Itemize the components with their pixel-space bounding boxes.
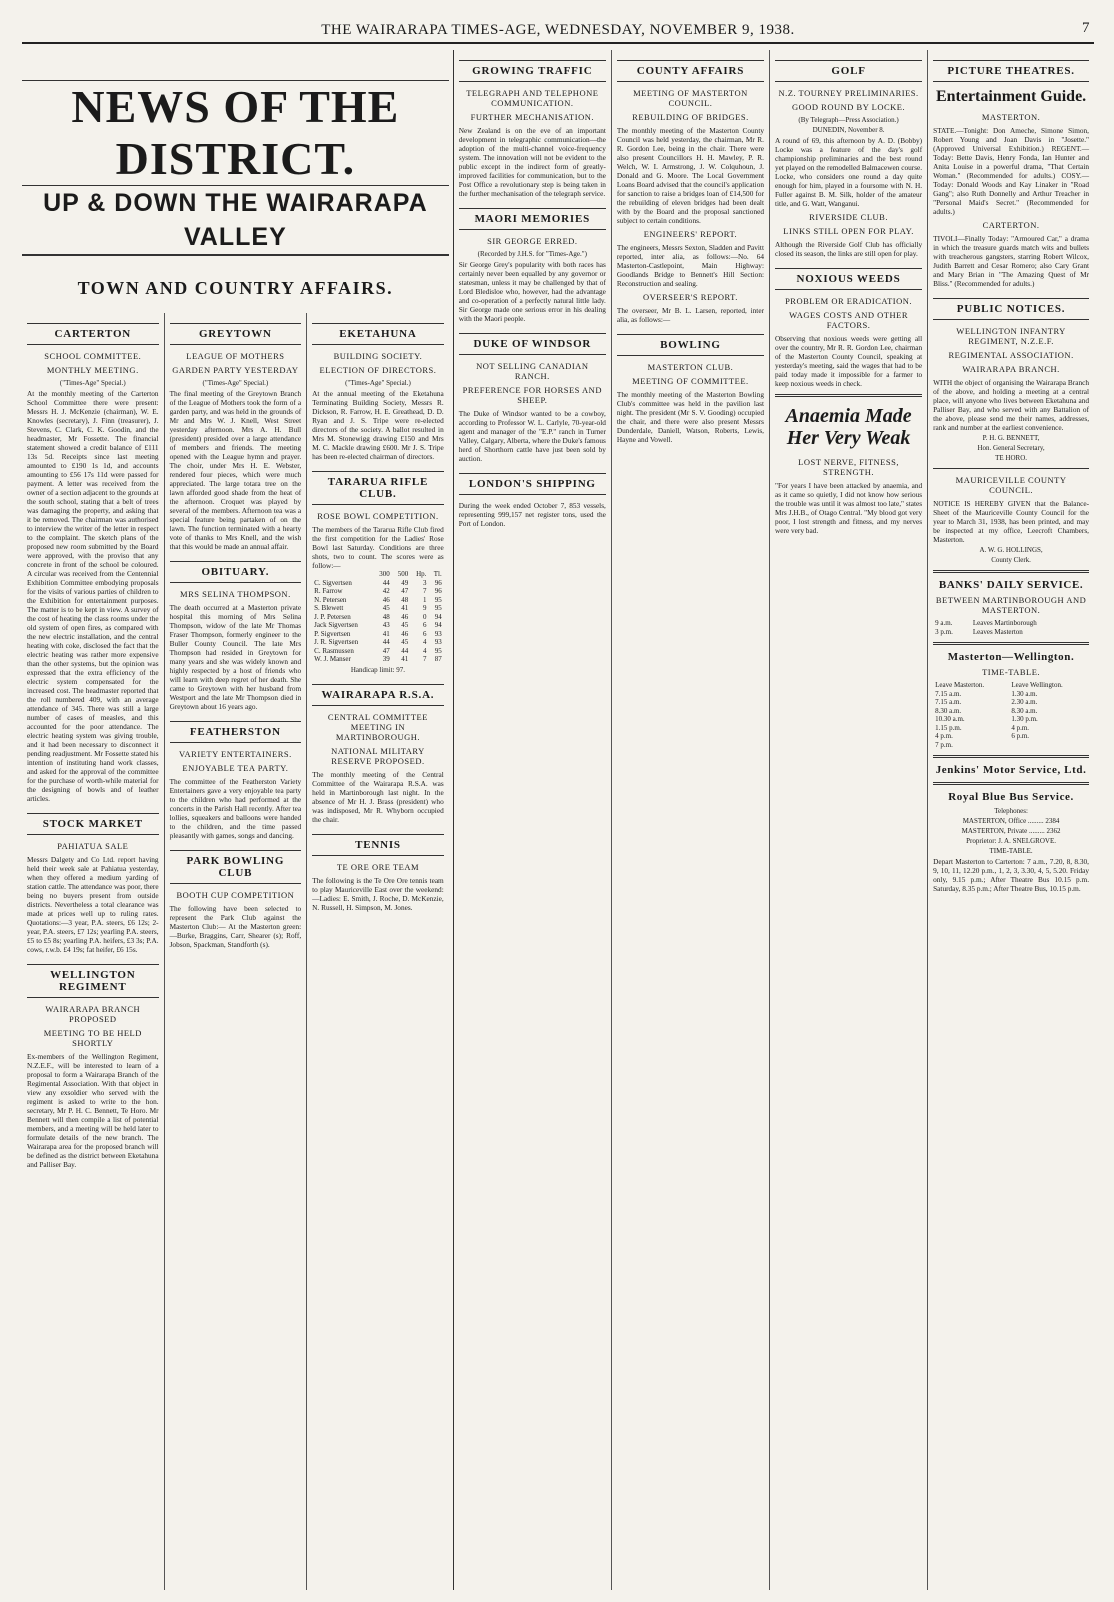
article-body: At the monthly meeting of the Carterton School Committee there were present: Messrs H. J. McKenzie (chairman), W. E. Knowles (secretary), J. Finn (treasurer), J. Stevens, C. Clark, C. K. Goodin, and the headmaster, Mr Fossette. The financial statement showed a credit balance of £111 13s 5d. Receipts since last meeting amounted to £190 1s 1d, and accounts amounting to £56 17s 11d were passed for payment. A letter was received from the owner of a section adjacent to the grounds at the south school, stating that a belt of trees was damaging the property, and asking that it be removed. The chairman was authorised to interview the writer of the letter in respect to the complaint. The sketch plans of the proposed new room submitted by the Board were approved, with the proviso that any concrete in front of the school be coloured. A circular was received from the Centennial Exhibition Committee embodying proposals for the visits of various parties of children to the Exhibition for entertainment purposes. The matter is to be kept in view. A survey of the cost of heating the class rooms under the old system of open fires, as compared with the new electric installation, and the central heating with coke, disclosed the fact that the electric heating was rather more expensive than the other systems, but the opinion was expressed that the extra efficiency of the electric system compensated for the increased cost. The headmaster reported that the roll numbered 409, with an average attendance of 345. There was still a large number of cases of measles, and this accounted for the poor attendance. The electric heating system was giving trouble, and it had been necessary to disconnect it pending readjustment. Mr Fossette stated his intention of instituting hand work classes, and asked for the approval of the committee for the purchase of worth-while material for the designing of bowls and of leather articles. [27,389,159,803]
table-cell [1009,741,1089,750]
article-body: New Zealand is on the eve of an important development in telegraphic communication—the adoption of the multi-channel voice-frequency system. The innovation will not be evident to the public except in the indirect form of greatly-improved facilities for communication, but to the Post Office a revolutionary step is being taken in the further mechanisation of the telegraph service. [458,126,606,198]
rifle-score-table [312,570,444,664]
subheading: WAIRARAPA BRANCH. [962,364,1060,374]
score-cell: 39 [382,655,390,663]
page-number: 7 [1082,20,1090,36]
signature: P. H. G. BENNETT, [982,434,1040,442]
article-body: Although the Riverside Golf Club has officially closed its season, the links are still open for play. [775,240,923,258]
table-cell: 7.15 a.m. [935,698,962,706]
special-note: ("Times-Age" Special.) [345,379,411,387]
subheading: CARTERTON. [982,220,1040,230]
score-cell: 41 [382,629,390,638]
score-cell: 47 [382,646,390,655]
score-cell: 94 [434,612,442,621]
score-cell: C. Sigvertsen [314,578,352,587]
district-news-block [22,50,454,1590]
masthead-title: THE WAIRARAPA TIMES-AGE, WEDNESDAY, NOVEMBER 9, 1938. [321,21,795,38]
entertainment-guide-title: Entertainment Guide. [935,88,1087,105]
article-body: The overseer, Mr B. L. Larsen, reported, inter alia, as follows:— [616,306,764,324]
article-body: The committee of the Featherston Variety Entertainers gave a very enjoyable tea party to the children who had performed at the concerts in the Parish Hall recently. After tea lollies, squeakers and balloons were handed to the children, and the time passed pleasantly with games, songs and dancing. [169,777,302,840]
article-body: The following have been selected to represent the Park Club against the Masterton Club:— At the Masterton green:—Burke, Braggins, Carr, Shearer (s); Roff, Jobson, Spackman, Standforth (s). [169,904,302,949]
table-cell: 8.30 a.m. [1011,706,1038,715]
column-growing-traffic [454,50,612,1590]
table-row [933,628,1089,637]
score-cell: 6 [422,629,427,638]
table-row [933,724,1089,733]
subheading: MASTERTON. [981,112,1041,122]
table-cell: 7 p.m. [935,740,953,749]
subheading: Telephones: [994,807,1028,815]
score-cell: 44 [382,638,390,646]
table-row [933,741,1089,750]
dateline: DUNEDIN, November 8. [812,126,885,134]
subheading: SCHOOL COMMITTEE. [44,351,142,361]
table-cell: 4 p.m. [935,732,953,740]
table-cell: 6 p.m. [1011,732,1030,740]
section-heading: LONDON'S SHIPPING [459,473,606,495]
column-county-affairs [612,50,770,1590]
section-heading: TARARUA RIFLE CLUB. [312,471,444,505]
signature: Hon. General Secretary, [977,444,1045,452]
subheading: TIME-TABLE. [989,847,1033,855]
banks-timetable [933,619,1089,636]
subheading: BOOTH CUP COMPETITION [176,890,295,900]
article-body: The final meeting of the Greytown Branch of the League of Mothers took the form of a garden party, and was held in the grounds of Mr and Mrs W. J. Knell, West Street yesterday afternoon. Mrs A. H. Bull (president) presided over a large attendance of members and friends. The meeting opened with the League hymn and prayer. The choir, under Mrs H. E. Webster, rendered four pieces, which were much appreciated. The large totara tree on the lawn afforded good shade from the heat of the afternoon. Croquet was played by several of the members. Afternoon tea was a special feature being partaken of on the lawn. The function terminated with a hearty vote of thanks to Mrs Knell, and the wish that this would be made an annual affair. [169,389,302,551]
score-cell: 46 [401,629,409,638]
score-cell: 3 [422,578,427,587]
score-cell: 96 [434,587,442,595]
article-body: Observing that noxious weeds were getting all over the country, Mr R. R. Gordon Lee, chairman of the Masterton County Council, speaking at yesterday's meeting, said the wages that had to be paid today made it impossible for a farmer to keep noxious weeds in check. [775,334,923,388]
column-carterton [22,313,165,1590]
score-cell: J. R. Sigvertsen [314,638,359,646]
article-body: Sir George Grey's popularity with both races has certainly never been equalled by any governor or statesman, unless it may be challenged by that of Lord Bledisloe who, however, had the advantage and co-operation of a perfectly natural little lady. Sir George made one serious error in his dealing with the Maori people. [458,260,606,323]
score-cell: 94 [434,621,442,629]
section-heading: EKETAHUNA [312,323,444,345]
section-heading: PARK BOWLING CLUB [170,850,302,884]
section-heading: GOLF [775,60,922,82]
section-heading: Masterton—Wellington. [947,651,1075,663]
article-body: The following is the Te Ore Ore tennis team to play Mauriceville East over the weekend:—Ladies: E. Smith, J. Roche, D. McKenzie, N. Russell, H. Simpson, M. Jones. [312,875,444,912]
proprietor-line: Proprietor: J. A. SNELGROVE. [966,837,1056,845]
score-row [312,630,444,639]
score-row [312,638,444,647]
special-note: (By Telegraph—Press Association.) [798,116,899,124]
score-cell: 93 [434,629,442,638]
score-cell: J. P. Petersen [314,612,351,621]
table-header-cell: Leave Masterton. [935,681,985,689]
article-body: The monthly meeting of the Masterton County Council was held yesterday, the chairman, Mr R. R. Gordon Lee, being in the chair. There were also present Councillors H. H. Mawley, P. R. Welch, W. I. Armstrong, J. W. Colquhoun, J. Donald and G. Moore. The Local Government Loans Board advised that the council's application for sanction to raise a bridges loan of £14,500 for the rebuilding of eleven bridges had been dealt with by the Board and the proposal sanctioned subject to certain conditions. [616,126,764,225]
advert-headline-line: Her Very Weak [786,427,911,449]
signature: A. W. G. HOLLINGS, [979,546,1043,554]
column-greytown [165,313,308,1590]
subheading: FURTHER MECHANISATION. [470,112,594,122]
subheading: BETWEEN MARTINBOROUGH AND MASTERTON. [935,595,1087,615]
divider [933,642,1089,645]
divider [933,755,1089,758]
article-body: The members of the Tararua Rifle Club fired the first competition for the Ladies' Rose Bowl last Saturday. Conditions are three shots, two to count. The scores were as follow:— [312,525,444,570]
score-header-cell: Hp. [416,570,427,578]
subheading: TE ORE ORE TEAM [336,861,420,872]
table-cell: 7.15 a.m. [935,689,962,698]
feature-banner-subtitle: UP & DOWN THE WAIRARAPA VALLEY [22,186,449,256]
subheading: ENGINEERS' REPORT. [643,229,738,239]
subheading: N.Z. TOURNEY PRELIMINARIES. [778,88,919,98]
section-heading: COUNTY AFFAIRS [617,60,764,82]
special-note: ("Times-Age" Special.) [59,379,126,387]
table-cell: 3 p.m. [935,627,953,636]
table-cell: 4 p.m. [1011,723,1030,732]
section-heading: WAIRARAPA R.S.A. [312,684,444,706]
article-body: Messrs Dalgety and Co Ltd. report having held their week sale at Pahiatua yesterday, when they offered a medium yarding of station cattle. The attendance was poor, there being no buyers present from outside districts. Nevertheless a total clearance was made at prices well up to ruling rates. Quotations:—3 year, P.A. steers, £6 12s; 2-year, P.A. steers, £7 12s; yearling P.A. steers, £5 to £5 8s; yearling P.A. heifers, £3 3s; P.A. cows, r.w.b. £4 19s; fat heifer, £6 15s. [27,855,159,954]
score-header-cell: 300 [379,570,390,578]
subheading: MEETING OF MASTERTON COUNCIL. [633,88,748,108]
score-row [312,579,444,588]
subheading: ELECTION OF DIRECTORS. [319,365,437,375]
score-cell: 95 [434,646,442,655]
score-cell: S. Blewett [314,604,344,612]
score-header-row [312,570,444,579]
score-cell: N. Petersen [314,595,347,604]
article-body: During the week ended October 7, 853 vessels, representing 999,157 net register tons, used the Port of London. [458,501,606,528]
article-body: Depart Masterton to Carterton: 7 a.m., 7.20, 8, 8.30, 9, 10, 11, 12.20 p.m., 1, 2, 3, 3.30, 4, 5, 5.20. Friday only, 9.15 p.m.; After Theatre Bus 10.15 p.m. Saturday, 8.35 p.m.; After Theatre Bus, 10.15 p.m. [933,857,1090,893]
subheading: PREFERENCE FOR HORSES AND SHEEP. [462,385,602,405]
special-note: ("Times-Age" Special.) [202,379,269,387]
subheading: MRS SELINA THOMPSON. [180,589,291,599]
score-header-cell: Tl. [433,570,442,578]
score-row [312,596,444,605]
table-row [933,690,1089,699]
table-row [933,619,1089,628]
score-cell: 41 [401,655,409,663]
score-cell: 6 [422,621,427,629]
section-heading: BANKS' DAILY SERVICE. [938,579,1084,591]
score-cell: 9 [422,604,427,612]
table-cell: 8.30 a.m. [935,706,962,715]
score-cell: 7 [422,587,427,595]
section-heading: OBITUARY. [170,561,302,583]
table-cell: Leaves Martinborough [972,619,1037,627]
score-cell: 45 [401,638,409,646]
article-body: The Duke of Windsor wanted to be a cowboy, according to Professor W. L. Carlyle, 70-year-old agent and manager of the "E.P." ranch in Turner Valley, Calgary, Alberta, where the Duke's famous herd of Shorthorn cattle have just been sold by auction. [458,409,606,463]
score-cell: 48 [382,612,390,621]
table-cell: 1.30 a.m. [1011,689,1038,698]
advert-headline [775,405,922,449]
subheading: ENJOYABLE TEA PARTY. [182,763,289,773]
wellington-timetable [933,681,1089,749]
score-cell: 45 [401,621,409,629]
subheading: PROBLEM OR ERADICATION. [785,296,913,306]
score-cell: 44 [401,646,409,655]
score-cell: P. Sigvertsen [314,629,351,638]
subheading: OVERSEER'S REPORT. [642,292,738,302]
subheading: GOOD ROUND BY LOCKE. [792,102,906,112]
article-body: NOTICE IS HEREBY GIVEN that the Balance-Sheet of the Mauriceville County Council for the year to March 31, 1938, has been printed, and may be inspected at my office, Leecroft Chambers, Masterton. [933,499,1090,544]
table-row [933,715,1089,724]
score-cell: 0 [422,612,427,621]
subheading: WELLINGTON INFANTRY REGIMENT, N.Z.E.F. [956,326,1066,346]
score-header-cell: 500 [397,570,409,578]
column-eketahuna [307,313,449,1590]
article-body: The monthly meeting of the Central Committee of the Wairarapa R.S.A. was held in Martinborough last night. In the absence of Mr H. J. Brass (president) who was indisposed, Mr R. Whyborn occupied the chair. [312,769,444,824]
subheading: GARDEN PARTY YESTERDAY [172,365,299,375]
district-subcolumns [22,313,449,1590]
advert-body: "For years I have been attacked by anaemia, and as it came so quietly, I did not know how serious the trouble was until it was almost too late," states Mrs J.H.B., of Otago Central. "My blood got very poor, I lost strength and fitness, and my nerves were very bad. [775,481,923,535]
divider [933,468,1089,469]
article-body: A round of 69, this afternoon by A. D. (Bobby) Locke was a feature of the day's golf championship preliminaries and the best round yet played on the remodelled Balmacewen course. Locke, who considers one round a day quite enough for him, played in a foursome with N. H. Fuller against B. M. Silk, holder of the amateur title, and G. Watt, Wanganui. [775,136,923,208]
table-header-cell: Leave Wellington. [1011,681,1063,689]
article-body: The death occurred at a Masterton private hospital this morning of Mrs Selina Thompson, widow of the late Mr Thomas Fraser Thompson, formerly engineer to the Buller County Council. The late Mrs Thompson had resided in Greytown for many years and she was widely known and highly respected by a host of friends who will learn with deep regret of her death. She came to Greytown with her husband from Westport and the late Mr Thompson died in Greytown about 16 years ago. [169,603,302,711]
signature: County Clerk. [991,556,1031,564]
score-cell: C. Rasmussen [314,646,354,655]
section-heading: Royal Blue Bus Service. [948,791,1074,803]
table-row [933,732,1089,741]
subheading: REGIMENTAL ASSOCIATION. [948,350,1074,360]
article-body: Ex-members of the Wellington Regiment, N.Z.E.F., will be interested to learn of a proposal to form a Wairarapa Branch of the Regimental Association. With that object in view any exsoldier who served with the regiment is asked to write to the hon. secretary, Mr P. H. C. Bennett, Te Horo. Mr Bennett will then compile a list of potential members, and a meeting will be held later to formulate details of the new branch. The Wairarapa area for the proposed branch will be defined as the district between Eketahuna and Palliser Bay. [27,1052,159,1169]
subheading: LEAGUE OF MOTHERS [186,351,285,361]
subheading: MEETING TO BE HELD SHORTLY [43,1028,142,1048]
score-row [312,604,444,613]
score-cell: 45 [382,604,390,612]
special-note: (Recorded by J.H.S. for "Times-Age.") [477,250,587,258]
section-heading: PICTURE THEATRES. [933,60,1089,82]
score-cell: 93 [434,638,442,646]
subheading: MONTHLY MEETING. [46,365,139,375]
score-cell: 1 [422,595,427,604]
section-heading: STOCK MARKET [27,813,159,835]
score-cell: W. J. Manser [314,655,351,663]
score-cell: 44 [382,578,390,587]
subheading: MEETING OF COMMITTEE. [632,376,749,386]
score-cell: 95 [434,604,442,612]
subheading: NATIONAL MILITARY RESERVE PROPOSED. [331,745,425,766]
score-cell: 95 [434,595,442,604]
article-body: STATE.—Tonight: Don Ameche, Simone Simon, Robert Young and Joan Davis in "Josette." (Approved Universal Exhibition.) REGENT.—Today: Bette Davis, Henry Fonda, Ian Hunter and Anita Louise in a powerful drama, "That Certain Woman." (Recommended for adults.) COSY.—Today: Donald Woods and Kay Linaker in "Road Gang"; also Ruth Donnelly and Arthur Treacher in "Personal Maid's Secret." (Recommended for adults.) [933,126,1090,216]
subheading: REBUILDING OF BRIDGES. [632,112,749,122]
subheading: WAIRARAPA BRANCH PROPOSED [45,1004,141,1024]
section-heading: CARTERTON [27,323,159,345]
score-row [312,613,444,622]
score-cell: 46 [401,612,409,621]
article-body: The monthly meeting of the Masterton Bowling Club's committee was held in the pavilion last night. The president (Mr S. V. Gooding) occupied the chair, and there were also present Messrs Dunderdale, Daniell, Watson, Roberts, Lewis, Hayne and Vowell. [616,390,764,444]
divider [933,570,1089,573]
subheading: BUILDING SOCIETY. [333,351,423,361]
section-heading: PUBLIC NOTICES. [933,298,1089,320]
table-header-row [933,681,1089,690]
subheading: CENTRAL COMMITTEE MEETING IN MARTINBOROUGH. [327,711,428,742]
score-header-cell [312,570,373,579]
table-cell: 10.30 a.m. [935,715,965,723]
score-cell: R. Farrow [314,587,343,595]
score-cell: 42 [382,587,390,595]
section-heading: NOXIOUS WEEDS [775,268,922,290]
subheading: MAURICEVILLE COUNTY COUNCIL. [955,475,1067,495]
article-body: At the annual meeting of the Eketahuna Terminating Building Society, Messrs R. Dickson, R. Farrow, H. E. Greathead, D. D. Ryan and J. S. Tripe were re-elected directors of the society. A ballot resulted in Mrs M. Stonewigg drawing £150 and Mrs M. C. Mackle drawing £600. Mr J. S. Tripe has been re-elected chairman of directors. [312,389,444,461]
score-row [312,655,444,664]
feature-banner-section: TOWN AND COUNTRY AFFAIRS. [77,278,394,298]
column-notices [928,50,1094,1590]
advert-headline-line: Anaemia Made [785,405,912,427]
score-cell: 47 [401,587,409,595]
subheading: SIR GEORGE ERRED. [487,236,578,246]
score-cell: 46 [382,595,390,604]
score-cell: 96 [434,578,442,587]
score-cell: 43 [382,621,390,629]
score-cell: Jack Sigvertsen [314,621,358,629]
subheading: ROSE BOWL COMPETITION. [317,511,439,521]
section-heading: BOWLING [617,334,764,356]
score-row [312,621,444,630]
subheading: NOT SELLING CANADIAN RANCH. [476,361,589,381]
score-row [312,647,444,656]
subheading: LINKS STILL OPEN FOR PLAY. [783,226,914,236]
table-row [933,707,1089,716]
section-heading: GREYTOWN [170,323,302,345]
section-heading: WELLINGTON REGIMENT [27,964,159,998]
table-cell: 9 a.m. [935,619,953,627]
telephone-line: MASTERTON, Office ......... 2384 [962,817,1060,825]
divider [775,394,922,397]
section-heading: Jenkins' Motor Service, Ltd. [935,764,1087,776]
section-heading: GROWING TRAFFIC [459,60,606,82]
score-cell: 87 [434,655,442,663]
article-body: The engineers, Messrs Sexton, Sladden and Pavitt reported, inter alia, as follows:—No. 64 Masterton-Castlepoint, Main Highway: Goodlands Bridge to Bennett's Hill Section: Reconstruction and sealing. [616,243,764,288]
score-cell: 4 [422,646,427,655]
article-body: TIVOLI—Finally Today: "Armoured Car," a drama in which the treasure guards match wits and bullets with treacherous gangsters, starring Robert Wilcox, Judith Barrett and Cesar Romero; also Cary Grant and Mary Brian in "The Amazing Quest of Mr Bliss." (Recommended for adults.) [933,234,1090,288]
telephone-line: MASTERTON, Private ......... 2362 [961,827,1061,835]
table-cell: Leaves Masterton [972,627,1023,636]
subheading: TIME-TABLE. [982,667,1041,677]
table-cell: 2.30 a.m. [1011,698,1038,706]
advert-subheading: LOST NERVE, FITNESS, STRENGTH. [798,457,899,477]
section-heading: FEATHERSTON [170,721,302,743]
subheading: TELEGRAPH AND TELEPHONE COMMUNICATION. [466,88,599,108]
section-heading: TENNIS [312,834,444,856]
columns [22,50,1094,1590]
subheading: VARIETY ENTERTAINERS. [179,749,292,759]
table-row [933,698,1089,707]
masthead [22,18,1094,44]
score-cell: 4 [422,638,427,646]
section-heading: MAORI MEMORIES [459,208,606,230]
article-body: WITH the object of organising the Wairarapa Branch of the above, and holding a meeting at a central place, will anyone who lives between Eketahuna and Palliser Bay, and who served with any Battalion of the above, please send me their names, addresses, rank and number at the earliest convenience. [933,378,1090,432]
score-cell: 48 [401,595,409,604]
subheading: MASTERTON CLUB. [647,362,734,372]
table-cell: 1.30 p.m. [1011,715,1038,723]
signature: TE HORO. [995,454,1028,462]
subheading: WAGES COSTS AND OTHER FACTORS. [789,310,908,330]
score-cell: 41 [401,604,409,612]
table-cell: 1.15 p.m. [935,723,962,732]
score-cell: 49 [401,578,409,587]
section-heading: DUKE OF WINDSOR [459,333,606,355]
subheading: RIVERSIDE CLUB. [809,212,888,222]
column-golf [770,50,928,1590]
score-row [312,587,444,596]
handicap-note: Handicap limit: 97. [350,665,406,674]
score-cell: 7 [422,655,427,663]
divider [933,782,1089,785]
feature-banner-title: NEWS OF THE DISTRICT. [22,80,449,186]
subheading: PAHIATUA SALE [57,841,129,851]
